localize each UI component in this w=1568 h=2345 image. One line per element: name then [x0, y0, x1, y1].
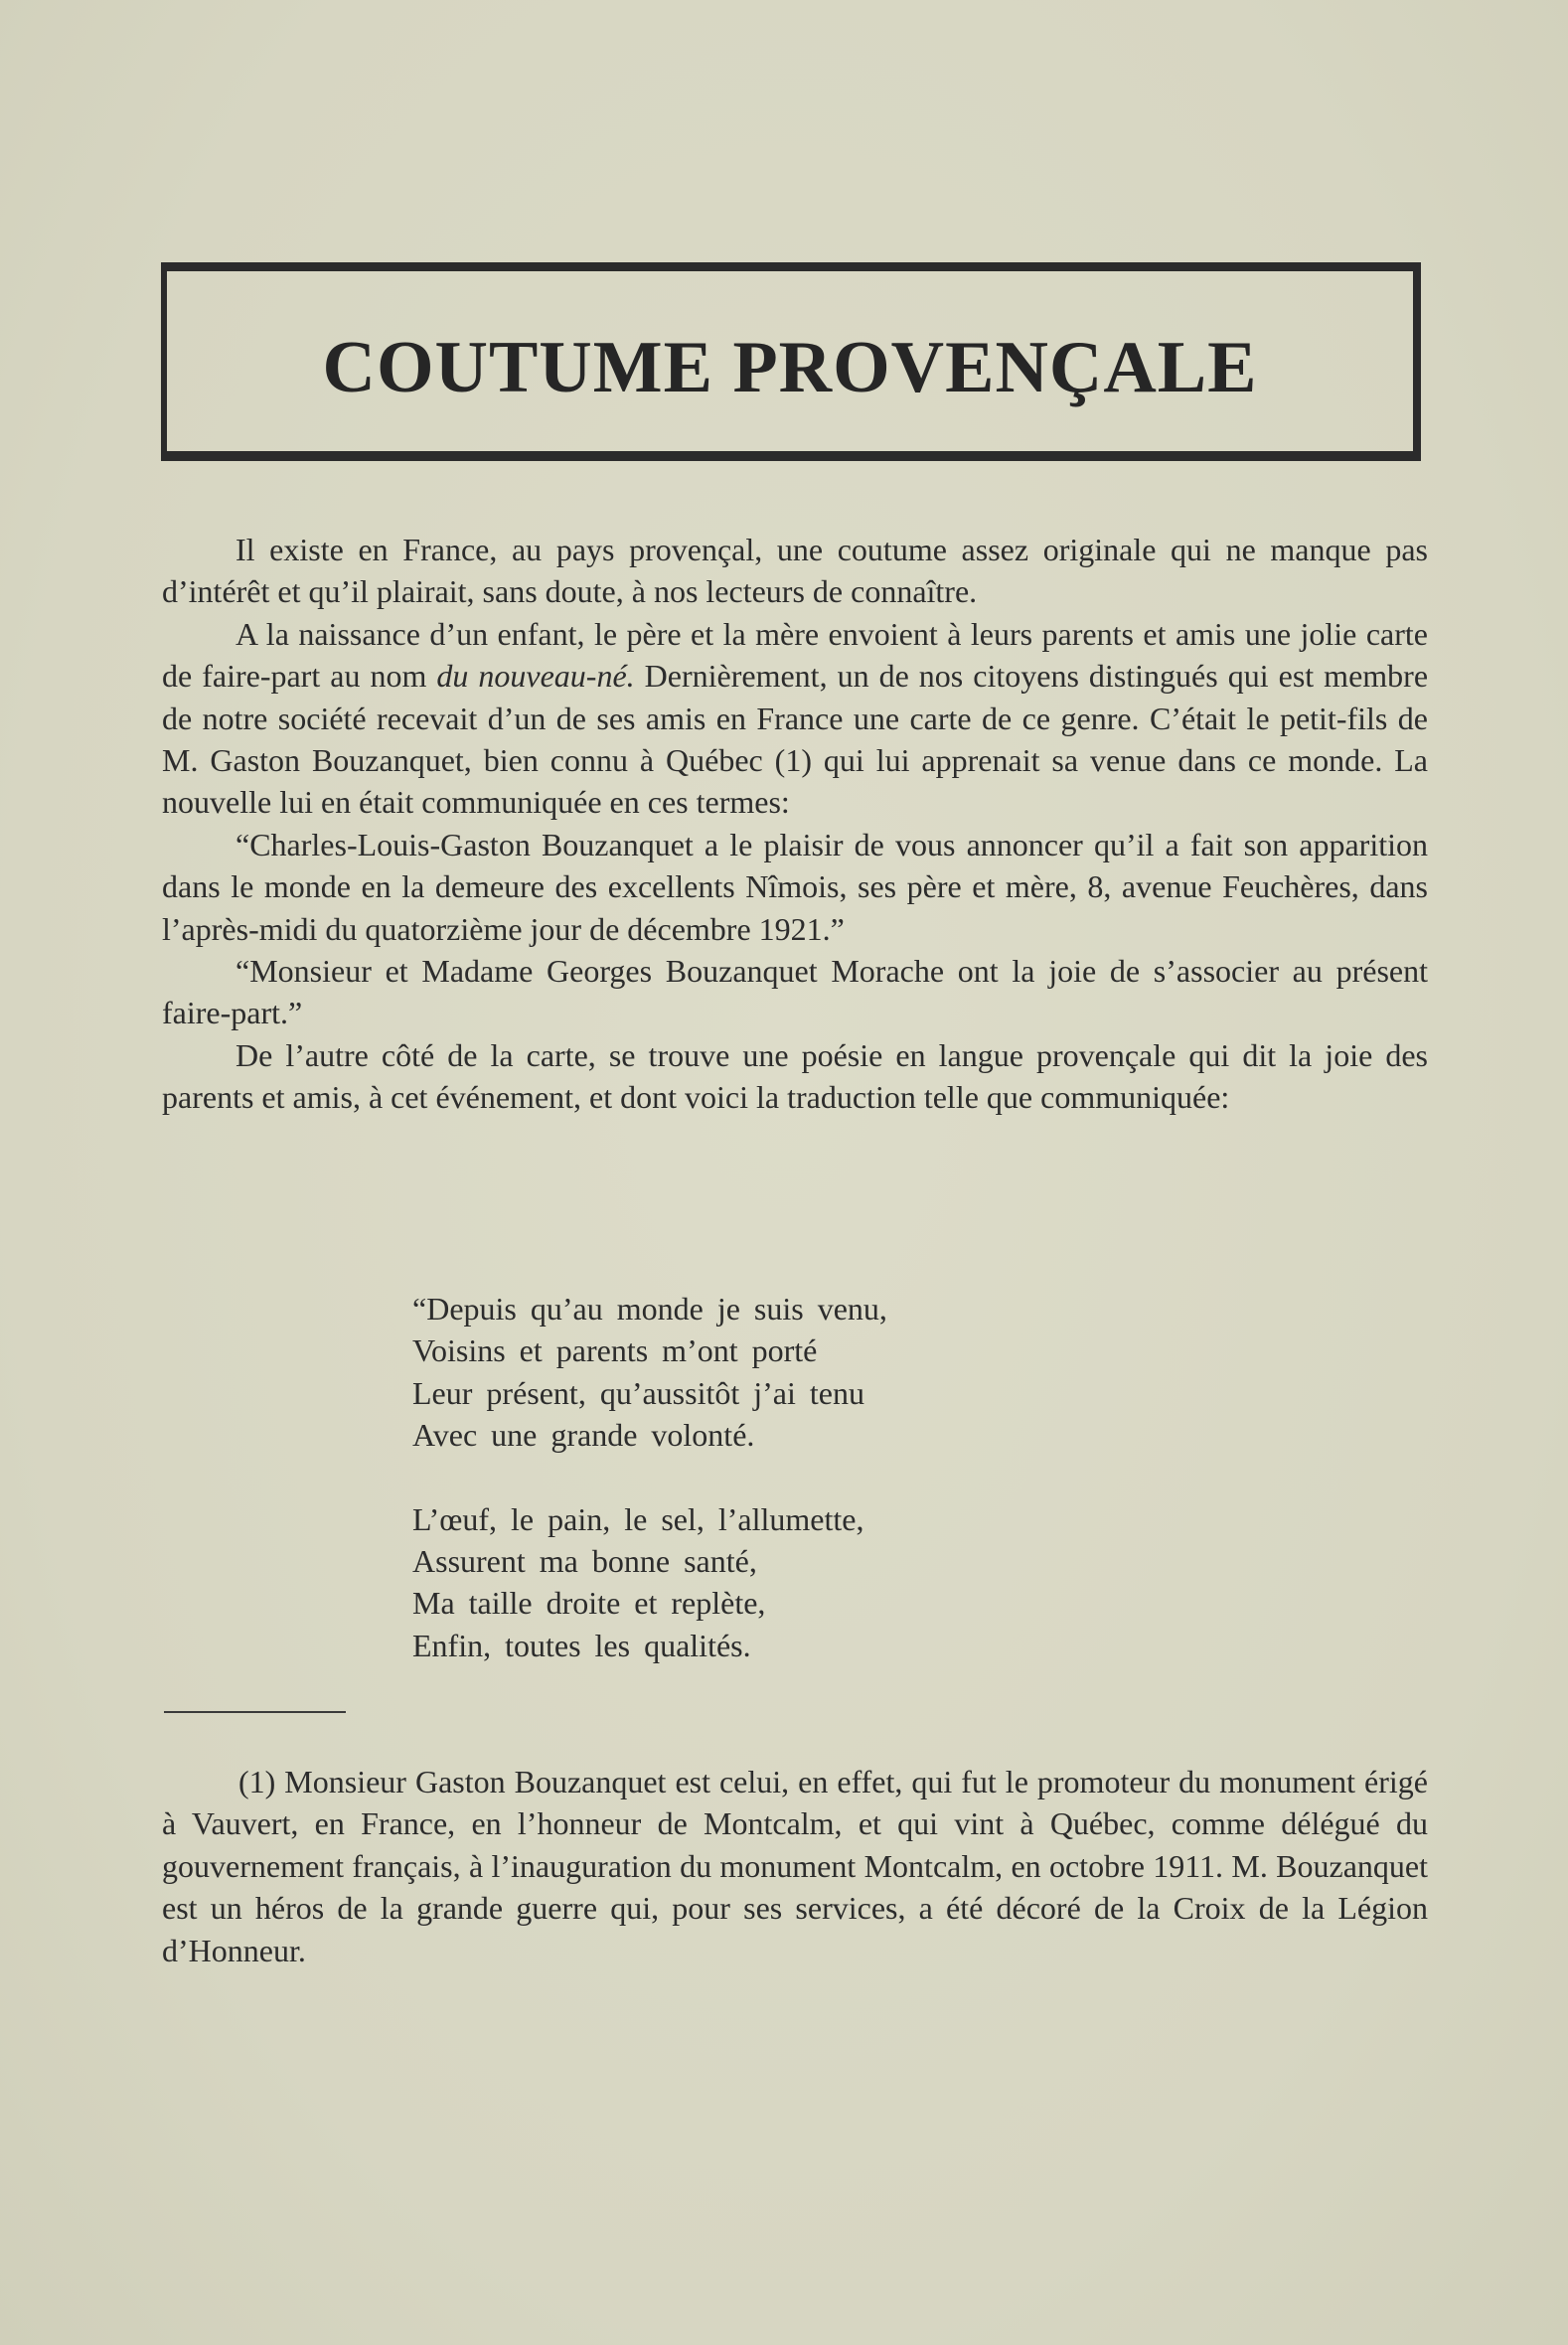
paragraph-2	[162, 613, 1428, 824]
paragraph-2-text: A la naissance d’un enfant, le père et la mère envoient à leurs parents et amis une jolie carte de faire-part au nom	[162, 615, 1428, 695]
paragraph-3-quote: “Charles-Louis-Gaston Bouzanquet a le plaisir de vous annoncer qu’il a fait son apparition dans le monde en la demeure des excellents Nîmois, ses père et mère, 8, avenue Feuchères, dans l’après-midi du quatorzième jour de décembre 1921.”	[162, 826, 1428, 947]
poem-line: L’œuf, le pain, le sel, l’allumette,	[412, 1500, 864, 1537]
paragraph-2-italic: du nouveau-né.	[436, 658, 635, 695]
poem-line: Enfin, toutes les qualités.	[412, 1627, 751, 1663]
page-title: COUTUME PROVENÇALE	[322, 327, 1258, 408]
article-body	[162, 529, 1428, 1119]
poem-line: Assurent ma bonne santé,	[412, 1543, 757, 1580]
paragraph-2-rest: Dernièrement, un de nos citoyens distingués qui est membre de notre société recevait d’un de ses amis en France une carte de ce genre. C’était le petit-fils de M. Gaston Bouzanquet, bien connu à Québec (1) qui lui apprenait sa venue dans ce monde. La nouvelle lui en était communiquée en ces termes:	[162, 658, 1429, 821]
poem	[412, 1288, 1108, 1708]
paragraph-4-quote: “Monsieur et Madame Georges Bouzanquet Morache ont la joie de s’associer au présent faire-part.”	[162, 953, 1428, 1031]
poem-stanza-2	[412, 1498, 1108, 1667]
poem-line: Voisins et parents m’ont porté	[412, 1332, 818, 1369]
poem-line: “Depuis qu’au monde je suis venu,	[412, 1291, 887, 1327]
title-frame	[161, 262, 1421, 461]
paragraph-1: Il existe en France, au pays provençal, une coutume assez originale qui ne manque pas d’intérêt et qu’il plairait, sans doute, à nos lecteurs de connaître.	[162, 532, 1428, 610]
poem-line: Leur présent, qu’aussitôt j’ai tenu	[412, 1374, 864, 1411]
poem-line: Avec une grande volonté.	[412, 1417, 755, 1454]
footnote	[162, 1761, 1428, 1971]
paragraph-5: De l’autre côté de la carte, se trouve une poésie en langue provençale qui dit la joie des parents et amis, à cet événement, et dont voici la traduction telle que communiquée:	[162, 1036, 1428, 1116]
footnote-divider	[164, 1711, 346, 1713]
poem-line: Ma taille droite et replète,	[412, 1585, 766, 1622]
footnote-text: (1) Monsieur Gaston Bouzanquet est celui, en effet, qui fut le promoteur du monument érigé à Vauvert, en France, en l’honneur de Montcalm, et qui vint à Québec, comme délégué du gouvernement français, à l’inauguration du monument Montcalm, en octobre 1911. M. Bouzanquet est un héros de la grande guerre qui, pour ses services, a été décoré de la Croix de la Légion d’Honneur.	[162, 1764, 1428, 1968]
poem-stanza-1	[412, 1288, 1108, 1457]
